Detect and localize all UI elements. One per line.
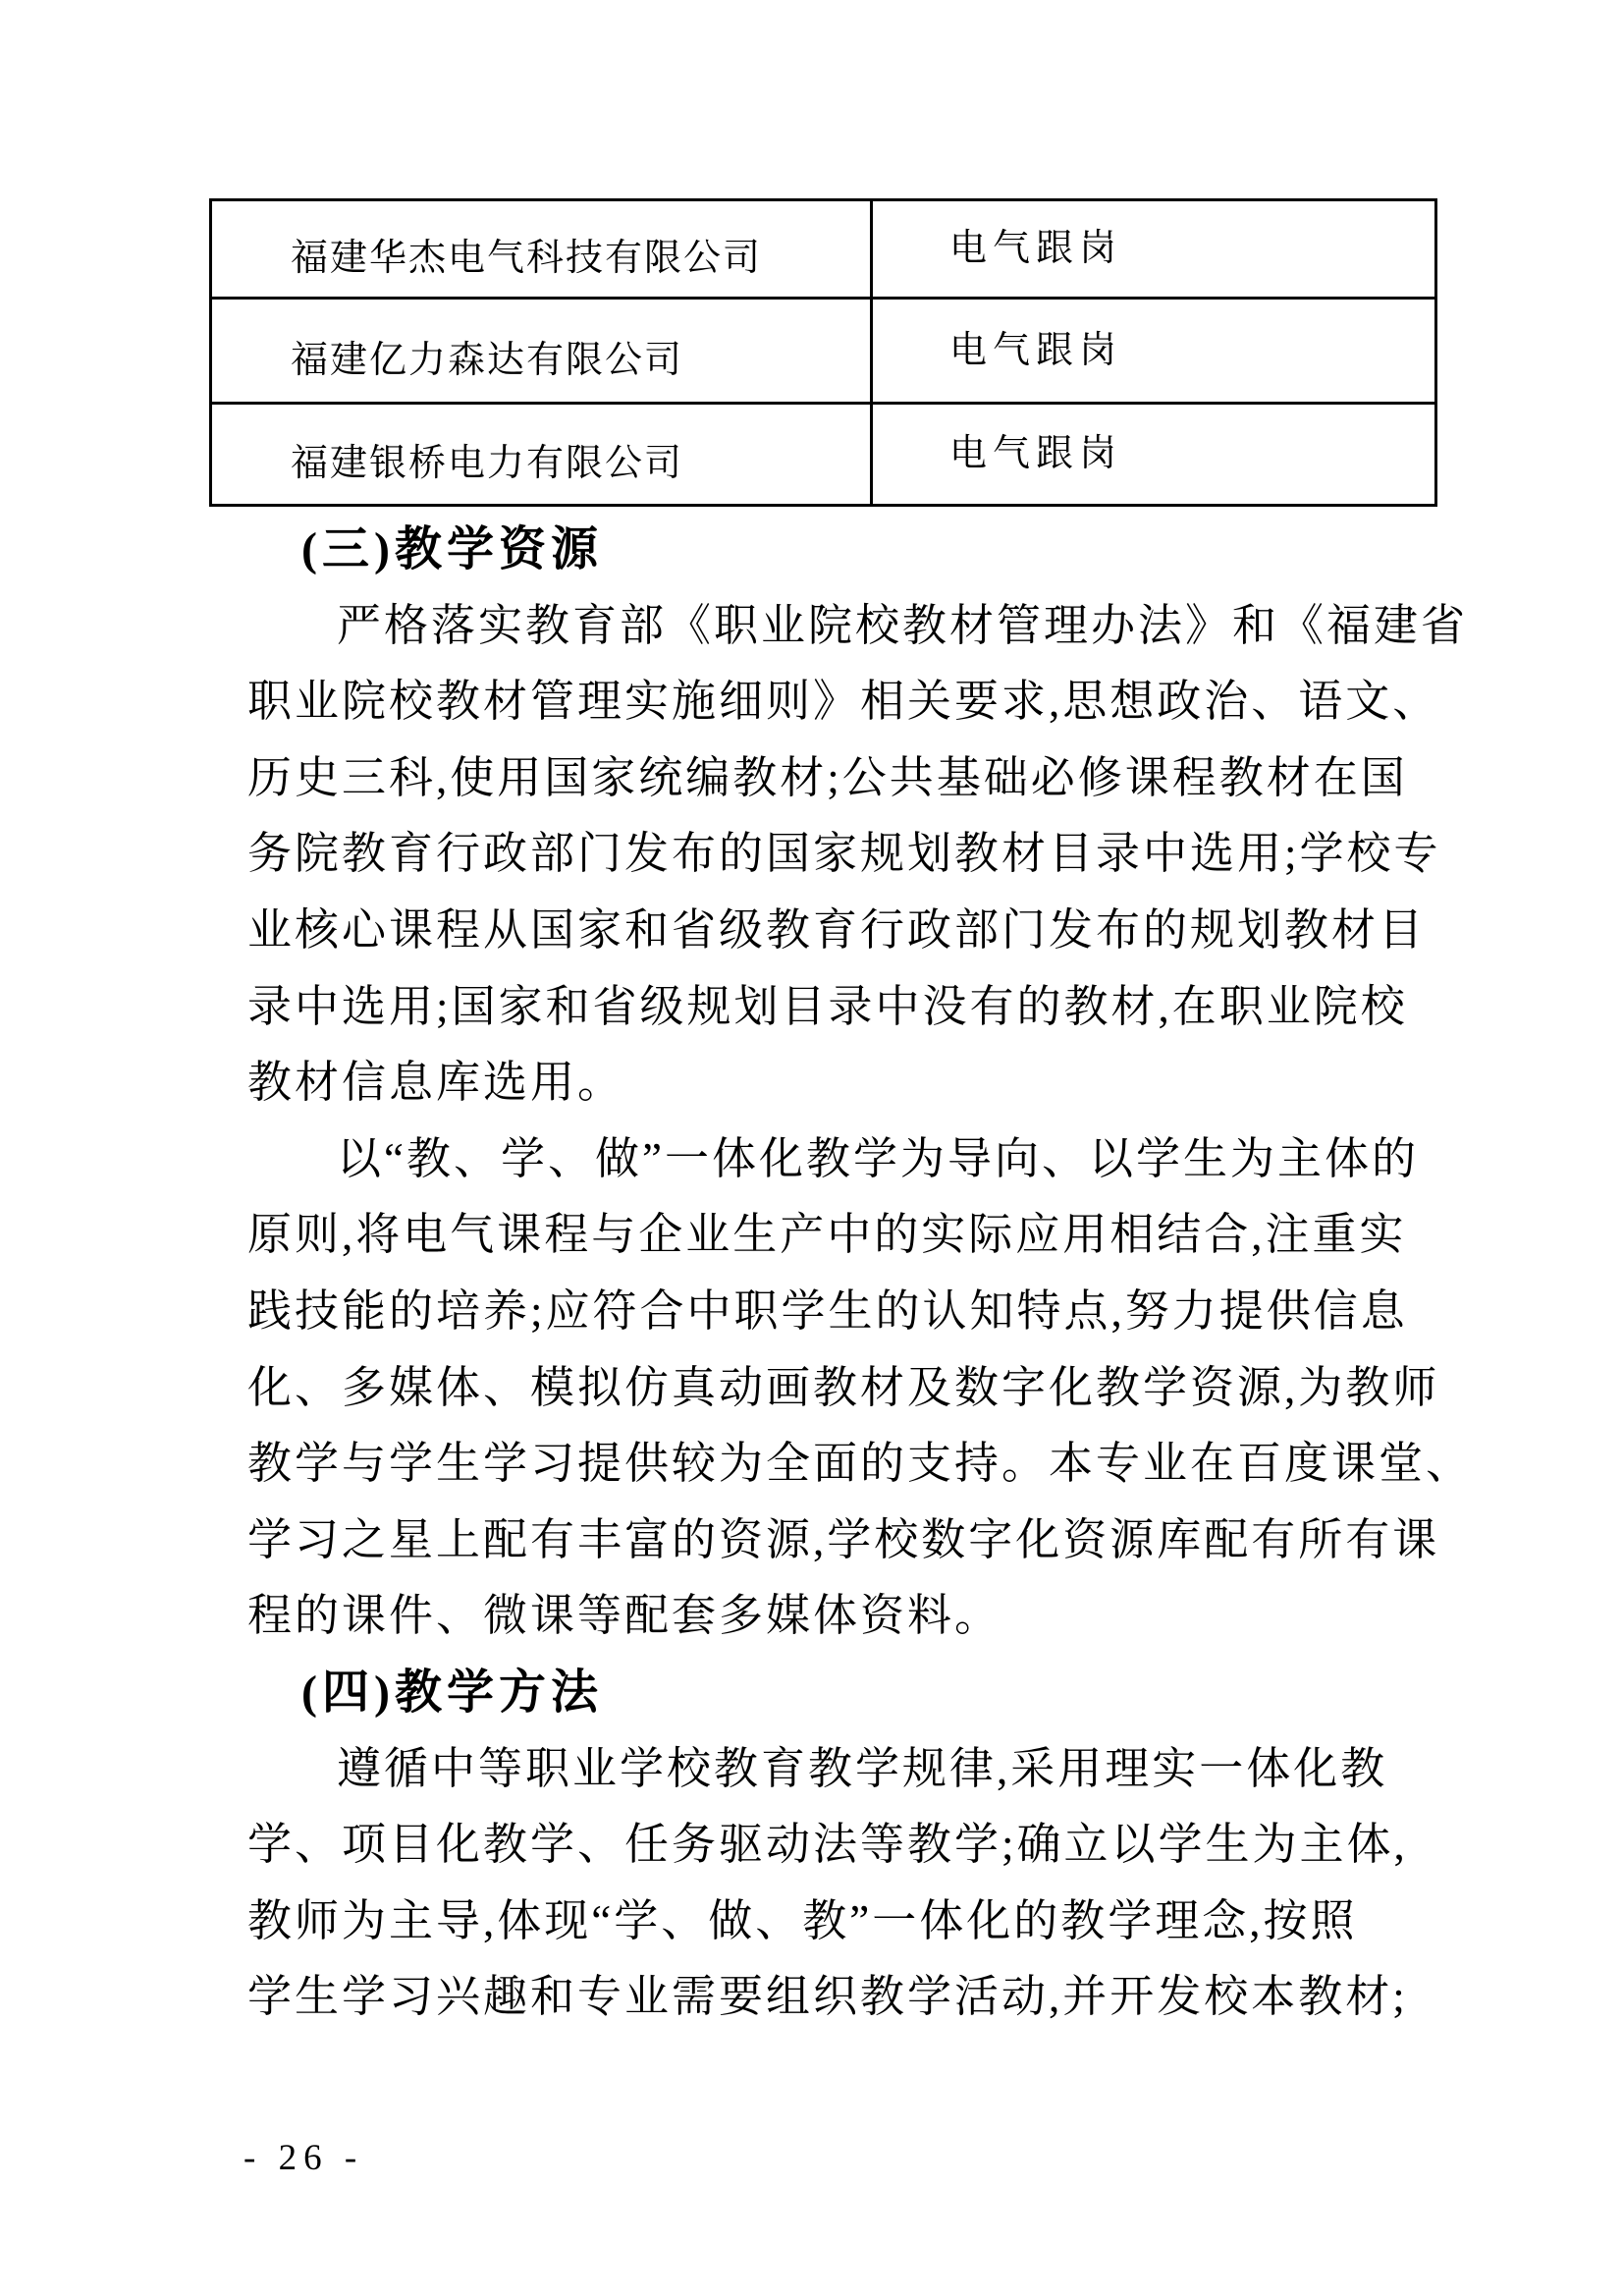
- body-line: 原则,将电气课程与企业生产中的实际应用相结合,注重实: [247, 1210, 1407, 1260]
- body-line: 职业院校教材管理实施细则》相关要求,思想政治、语文、: [247, 677, 1440, 727]
- body-line: 践技能的培养;应符合中职学生的认知特点,努力提供信息: [247, 1285, 1408, 1336]
- page-number: - 26 -: [243, 2138, 364, 2178]
- body-line: 业核心课程从国家和省级教育行政部门发布的规划教材目: [247, 904, 1427, 955]
- section-heading-teaching-resources: (三)教学资源: [301, 523, 603, 575]
- body-line: 化、多媒体、模拟仿真动画教材及数字化教学资源,为教师: [247, 1362, 1440, 1412]
- table-row: [211, 200, 1436, 299]
- body-line: 录中选用;国家和省级规划目录中没有的教材,在职业院校: [247, 981, 1408, 1031]
- body-line: 严格落实教育部《职业院校教材管理办法》和《福建省: [337, 600, 1469, 650]
- body-text-block: [247, 512, 1474, 2036]
- internship-type-cell: 电气跟岗: [872, 200, 1436, 299]
- body-line: 以“教、学、做”一体化教学为导向、以学生为主体的: [337, 1133, 1419, 1183]
- company-name-cell: 福建华杰电气科技有限公司: [211, 200, 872, 299]
- internship-type-cell: 电气跟岗: [872, 404, 1436, 506]
- table-row: [211, 404, 1436, 506]
- internship-company-table: [209, 198, 1437, 507]
- body-line: 教材信息库选用。: [247, 1058, 625, 1108]
- body-line: 学、项目化教学、任务驱动法等教学;确立以学生为主体,: [247, 1820, 1408, 1870]
- company-name-cell: 福建银桥电力有限公司: [211, 404, 872, 506]
- body-line: 历史三科,使用国家统编教材;公共基础必修课程教材在国: [247, 752, 1408, 802]
- body-line: 学生学习兴趣和专业需要组织教学活动,并开发校本教材;: [247, 1972, 1408, 2022]
- internship-type-cell: 电气跟岗: [872, 299, 1436, 404]
- body-line: 教师为主导,体现“学、做、教”一体化的教学理念,按照: [247, 1895, 1358, 1945]
- company-name-cell: 福建亿力森达有限公司: [211, 299, 872, 404]
- body-line: 教学与学生学习提供较为全面的支持。本专业在百度课堂、: [247, 1439, 1474, 1489]
- body-line: 程的课件、微课等配套多媒体资料。: [247, 1591, 1002, 1641]
- body-line: 务院教育行政部门发布的国家规划教材目录中选用;学校专: [247, 829, 1441, 879]
- body-line: 遵循中等职业学校教育教学规律,采用理实一体化教: [337, 1743, 1388, 1793]
- table-row: [211, 299, 1436, 404]
- body-line: 学习之星上配有丰富的资源,学校数字化资源库配有所有课: [247, 1514, 1440, 1564]
- section-heading-teaching-methods: (四)教学方法: [301, 1666, 603, 1719]
